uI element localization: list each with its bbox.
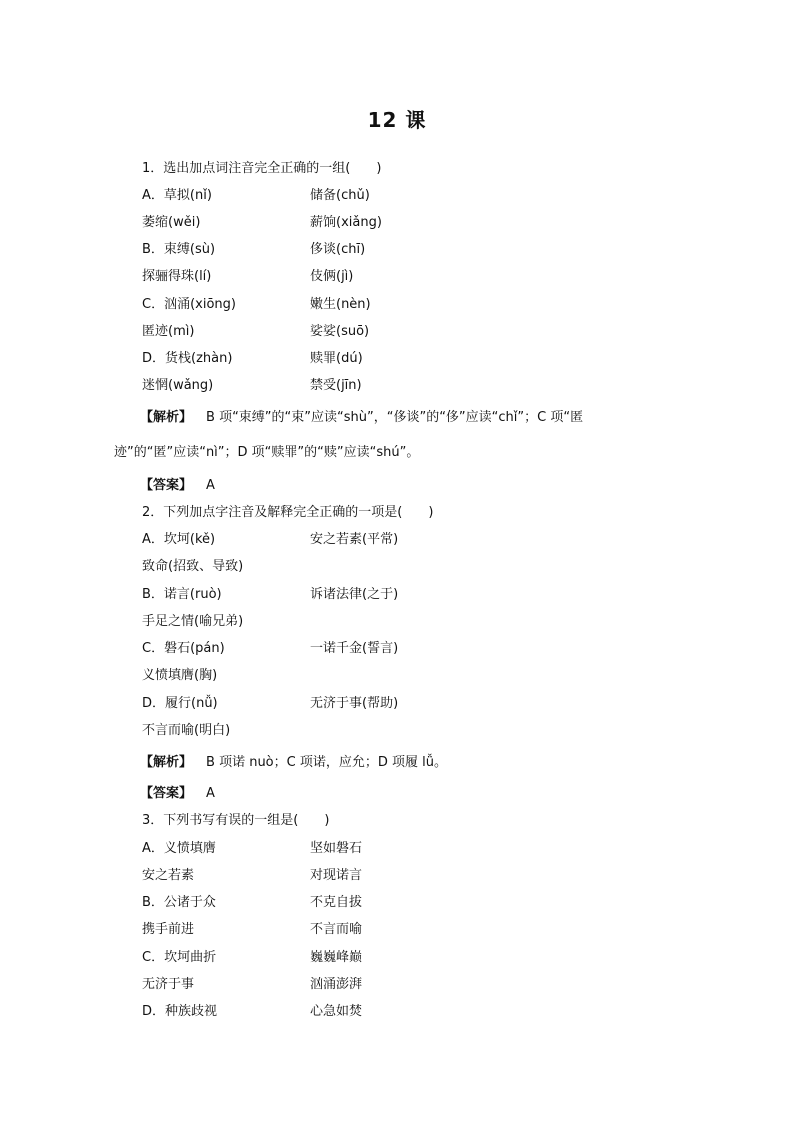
option-right: 嫩生(nèn) bbox=[310, 297, 371, 312]
option-left: 迷惘(wǎng) bbox=[142, 378, 214, 393]
option-right: 巍巍峰巅 bbox=[310, 950, 363, 965]
option-left: C．坎坷曲折 bbox=[142, 950, 217, 965]
page-title: 12 课 bbox=[367, 108, 427, 132]
option-left: A．义愤填膺 bbox=[142, 841, 216, 856]
answer-label: 【答案】 bbox=[140, 786, 193, 801]
option-right: 对现诺言 bbox=[310, 868, 363, 883]
answer-label: 【答案】 bbox=[140, 478, 193, 493]
question-1-analysis bbox=[114, 409, 710, 427]
analysis-label: 【解析】 bbox=[140, 410, 193, 425]
option-left: D．种族歧视 bbox=[142, 1004, 218, 1019]
option-left: D．履行(nǚ) bbox=[142, 696, 218, 711]
option-left: A．草拟(nǐ) bbox=[142, 188, 212, 203]
option-right: 无济于事(帮助) bbox=[310, 696, 399, 711]
option-left: D．货栈(zhàn) bbox=[142, 351, 233, 366]
question-2-stem: 2．下列加点字注音及解释完全正确的一项是( ) bbox=[142, 505, 434, 520]
option-left: 探骊得珠(lí) bbox=[142, 269, 212, 284]
analysis-label: 【解析】 bbox=[140, 755, 193, 770]
option-right: 不言而喻 bbox=[310, 922, 363, 937]
question-1-stem: 1．选出加点词注音完全正确的一组( ) bbox=[142, 161, 382, 176]
option-right: 诉诸法律(之于) bbox=[310, 587, 399, 602]
option-right: 娑娑(suō) bbox=[310, 324, 370, 339]
analysis-text: B 项“束缚”的“束”应读“shù”，“侈谈”的“侈”应读“chǐ”；C 项“匿 bbox=[206, 410, 584, 425]
option-left: 无济于事 bbox=[142, 977, 195, 992]
option-left: C．磐石(pán) bbox=[142, 641, 225, 656]
option-right: 安之若素(平常) bbox=[310, 532, 399, 547]
option-left: 义愤填膺(胸) bbox=[142, 668, 218, 683]
option-right: 薪饷(xiǎng) bbox=[310, 215, 382, 230]
question-2-analysis bbox=[140, 754, 447, 772]
option-left: C．汹涌(xiōng) bbox=[142, 297, 236, 312]
question-1-answer bbox=[140, 477, 215, 495]
option-right: 储备(chǔ) bbox=[310, 188, 370, 203]
question-1-analysis-continued: 迹”的“匿”应读“nì”；D 项“赎罪”的“赎”应读“shú”。 bbox=[114, 445, 420, 460]
answer-value: A bbox=[206, 786, 215, 801]
option-left: 不言而喻(明白) bbox=[142, 723, 231, 738]
option-right: 一诺千金(誓言) bbox=[310, 641, 399, 656]
option-left: 致命(招致、导致) bbox=[142, 559, 244, 574]
answer-value: A bbox=[206, 478, 215, 493]
option-right: 心急如焚 bbox=[310, 1004, 363, 1019]
option-right: 侈谈(chī) bbox=[310, 242, 366, 257]
option-left: 匿迹(mì) bbox=[142, 324, 195, 339]
option-right: 不克自拔 bbox=[310, 895, 363, 910]
question-3-stem: 3．下列书写有误的一组是( ) bbox=[142, 813, 330, 828]
option-right: 伎俩(jì) bbox=[310, 269, 354, 284]
option-left: 携手前进 bbox=[142, 922, 195, 937]
option-left: B．束缚(sù) bbox=[142, 242, 216, 257]
option-left: 萎缩(wěi) bbox=[142, 215, 201, 230]
option-left: B．诺言(ruò) bbox=[142, 587, 222, 602]
option-left: 手足之情(喻兄弟) bbox=[142, 614, 244, 629]
option-right: 赎罪(dú) bbox=[310, 351, 363, 366]
option-left: A．坎坷(kě) bbox=[142, 532, 216, 547]
option-right: 禁受(jīn) bbox=[310, 378, 362, 393]
question-2-answer bbox=[140, 785, 215, 803]
option-left: B．公诸于众 bbox=[142, 895, 216, 910]
analysis-text: B 项诺 nuò；C 项诺，应允；D 项履 lǚ。 bbox=[206, 755, 447, 770]
option-right: 坚如磐石 bbox=[310, 841, 363, 856]
option-right: 汹涌澎湃 bbox=[310, 977, 363, 992]
option-left: 安之若素 bbox=[142, 868, 195, 883]
